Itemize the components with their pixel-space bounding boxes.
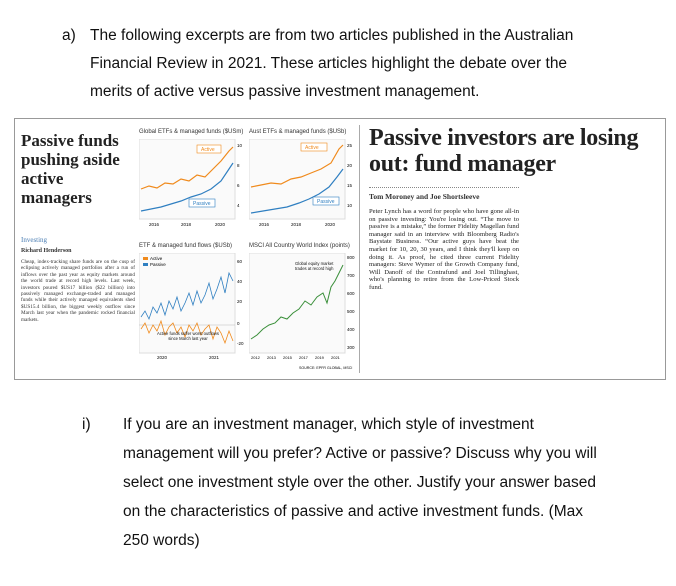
dotted-rule [369, 187, 519, 188]
chart-3-annotation: Active funds suffer worst outflows since March last year [156, 331, 220, 341]
left-article [21, 131, 137, 323]
chart-2-ytick: 20 [347, 163, 353, 168]
chart-3-ytick: 20 [237, 299, 243, 304]
chart-2-aust-funds [249, 139, 357, 227]
chart-4-xtick: 2015 [283, 355, 292, 360]
chart-1-ytick: 6 [237, 183, 240, 188]
right-article-body: Peter Lynch has a word for people who have gone all-in on passive investing: You're losing out. “The move to passive is a mistake,” the former Fidelity Magellan fund manager said in an interview with Bloomberg Radio's Baystate Business. “Our active guys have beat the market for 10, 20, 30 years, and I think they'll keep on doing it. As proof, he cited three current Fidelity managers: Steve Wymer of the Growth Company fund, Will Danoff of the Contrafund and Joel Tillinghast, who's planning to retire from the Low-Priced Stock fund. [369, 208, 519, 291]
chart-2-ytick: 10 [347, 203, 353, 208]
chart-3-legend-active: Active [150, 256, 163, 261]
chart-4-title: MSCI All Country World Index (points) [249, 243, 350, 249]
chart-3-ytick: 0 [237, 321, 240, 326]
question-i-text: If you are an investment manager, which style of investment management will you prefer? Active or passive? Discuss why you will select one investment style over the other. Justify your answer based on the characteristics of passive and active investment funds. (Max 250 words) [123, 416, 597, 549]
right-article [369, 125, 655, 292]
chart-4-ytick: 500 [347, 309, 355, 314]
question-i-label: i) [82, 416, 91, 433]
chart-2-frame [249, 139, 345, 219]
chart-1-xtick: 2016 [149, 222, 160, 227]
chart-3-xtick: 2021 [209, 355, 220, 360]
left-article-body: Cheap, index-tracking share funds are on the cusp of eclipsing actively managed portfolios after a run of inflows over the past year as equity markets around the world trade at record high levels. Last week, investors poured $US17 billion ($22 billion) into passively managed exchange-traded and managed funds while their actively managed equivalents shed $US15.4 billion, the biggest weekly outflow since March last year when the pandemic rocked financial markets. [21, 259, 135, 323]
right-article-headline: Passive investors are losing out: fund manager [369, 125, 639, 177]
chart-4-ytick: 600 [347, 291, 355, 296]
chart-4-xtick: 2019 [315, 355, 324, 360]
chart-4-ytick: 800 [347, 255, 355, 260]
chart-3-ytick: -20 [237, 341, 244, 346]
chart-4-annotation: Global equity market trades at record high [295, 261, 334, 271]
chart-2-xtick: 2020 [325, 222, 336, 227]
right-article-byline: Tom Moroney and Joe Shortsleeve [369, 192, 480, 201]
newspaper-excerpt-image [14, 118, 666, 380]
column-divider [359, 125, 360, 373]
chart-2-active-label: Active [305, 145, 319, 151]
chart-3-ytick: 60 [237, 259, 243, 264]
chart-4-xtick: 2012 [251, 355, 260, 360]
chart-1-active-label: Active [201, 147, 215, 153]
chart-2-ytick: 15 [347, 183, 353, 188]
chart-2-passive-label: Passive [317, 199, 335, 205]
chart-1-global-funds [139, 139, 247, 227]
left-article-author: Richard Henderson [21, 248, 72, 254]
chart-3-flows [139, 253, 247, 363]
chart-4-xtick: 2021 [331, 355, 340, 360]
chart-2-xtick: 2018 [291, 222, 302, 227]
chart-2-ytick: 25 [347, 143, 353, 148]
left-article-headline: Passive funds pushing aside active managers [21, 131, 120, 207]
question-a-text: The following excerpts are from two articles published in the Australian Financial Review in 2021. These articles highlight the debate over the merits of active versus passive investment management. [90, 27, 574, 100]
chart-1-ytick: 8 [237, 163, 240, 168]
chart-4-ytick: 700 [347, 273, 355, 278]
chart-4-source: SOURCE: EPFR GLOBAL, MSCI [299, 366, 353, 370]
chart-3-ytick: 40 [237, 279, 243, 284]
chart-4-xtick: 2013 [267, 355, 276, 360]
chart-1-passive-label: Passive [193, 201, 211, 207]
question-a-label: a) [62, 27, 76, 44]
chart-1-title: Global ETFs & managed funds ($USm) [139, 129, 244, 135]
chart-1-ytick: 10 [237, 143, 243, 148]
chart-4-ytick: 400 [347, 327, 355, 332]
chart-4-ytick: 300 [347, 345, 355, 350]
left-article-section: Investing [21, 236, 48, 244]
chart-1-xtick: 2020 [215, 222, 226, 227]
chart-2-title: Aust ETFs & managed funds ($USb) [249, 129, 347, 135]
chart-4-xtick: 2017 [299, 355, 308, 360]
chart-4-msci [249, 253, 357, 375]
chart-3-title: ETF & managed fund flows ($USb) [139, 243, 233, 249]
chart-3-xtick: 2020 [157, 355, 168, 360]
chart-2-xtick: 2016 [259, 222, 270, 227]
chart-1-ytick: 4 [237, 203, 240, 208]
chart-1-xtick: 2018 [181, 222, 192, 227]
chart-3-legend-passive: Passive [150, 262, 166, 267]
